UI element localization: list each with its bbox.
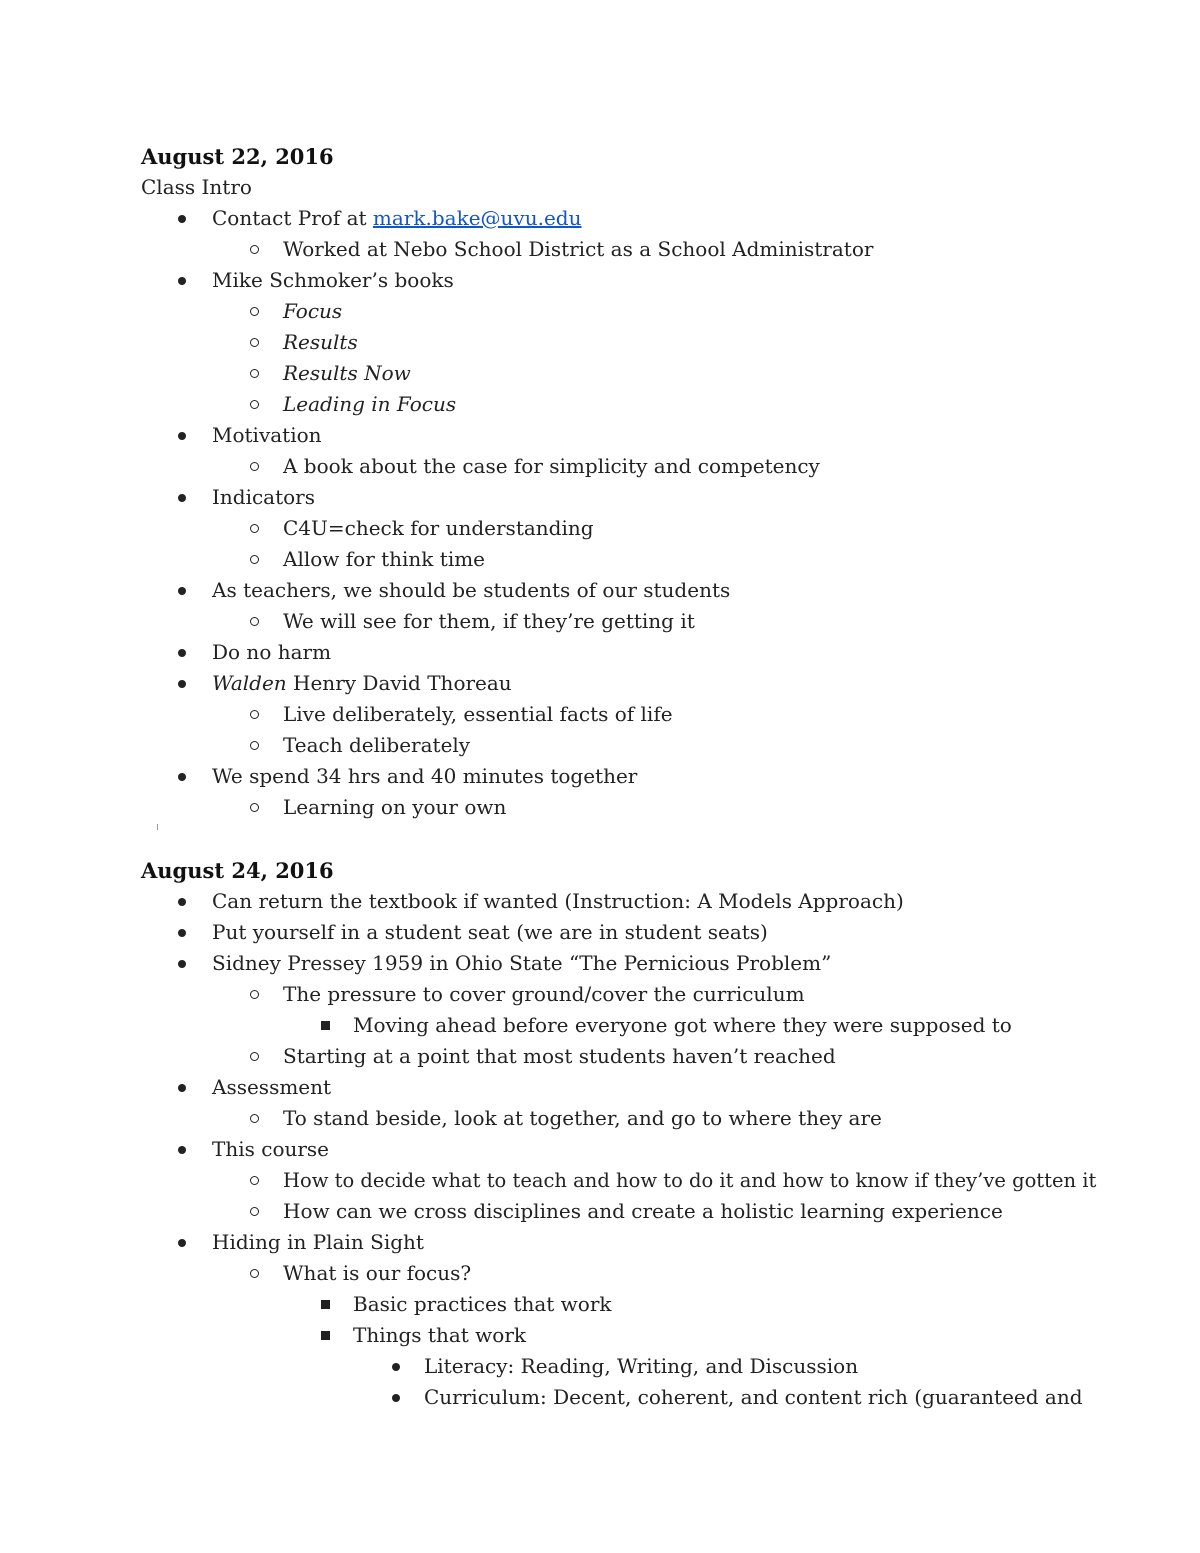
- list-item-text: Basic practices that work: [353, 1292, 612, 1316]
- bullet-icon: [178, 773, 186, 781]
- circle-bullet-icon: [250, 990, 259, 999]
- circle-bullet-icon: [250, 307, 259, 316]
- bullet-icon: [178, 587, 186, 595]
- bullet-icon: [178, 215, 186, 223]
- square-bullet-icon: [321, 1300, 330, 1309]
- list-item-text: Moving ahead before everyone got where they were supposed to: [353, 1013, 1012, 1037]
- list-item-text: Indicators: [212, 485, 316, 509]
- circle-bullet-icon: [250, 245, 259, 254]
- list-item-text: We spend 34 hrs and 40 minutes together: [212, 764, 638, 788]
- circle-bullet-icon: [250, 1114, 259, 1123]
- cursor-mark: [157, 824, 158, 830]
- circle-bullet-icon: [250, 741, 259, 750]
- book-title: Results: [283, 330, 358, 354]
- bullet-icon: [178, 960, 186, 968]
- list-item-text: Teach deliberately: [283, 733, 471, 757]
- list-item-text: Can return the textbook if wanted (Instruction: A Models Approach): [212, 889, 904, 913]
- date-text: August 22, 2016: [141, 144, 334, 169]
- list-item-text: Worked at Nebo School District as a School Administrator: [283, 237, 874, 261]
- book-title: Results Now: [283, 361, 411, 385]
- circle-bullet-icon: [250, 369, 259, 378]
- list-item-text: This course: [212, 1137, 330, 1161]
- list-item-text: How can we cross disciplines and create a holistic learning experience: [283, 1199, 1003, 1223]
- contact-prefix: Contact Prof at: [212, 206, 373, 230]
- email-link[interactable]: mark.bake@uvu.edu: [372, 206, 582, 230]
- list-item-text: What is our focus?: [283, 1261, 472, 1285]
- circle-bullet-icon: [250, 400, 259, 409]
- bullet-icon: [178, 494, 186, 502]
- circle-bullet-icon: [250, 1269, 259, 1278]
- list-item-text: How to decide what to teach and how to do it and how to know if they’ve gotten it: [283, 1169, 1097, 1192]
- bullet-icon: [178, 1146, 186, 1154]
- list-item-text: Assessment: [212, 1075, 332, 1099]
- list-item-text: Literacy: Reading, Writing, and Discussion: [424, 1354, 859, 1378]
- bullet-icon: [178, 898, 186, 906]
- list-item-text: Sidney Pressey 1959 in Ohio State “The Pernicious Problem”: [212, 951, 832, 975]
- bullet-icon: [178, 432, 186, 440]
- circle-bullet-icon: [250, 524, 259, 533]
- list-item-text: Do no harm: [212, 640, 332, 664]
- list-item-text: Curriculum: Decent, coherent, and content rich (guaranteed and: [424, 1385, 1083, 1409]
- subtitle-text: Class Intro: [141, 175, 252, 199]
- book-title: Focus: [283, 299, 343, 323]
- bullet-icon: [178, 929, 186, 937]
- bullet-icon: [178, 1084, 186, 1092]
- list-item-text: Allow for think time: [283, 547, 486, 571]
- list-item-text: Hiding in Plain Sight: [212, 1230, 424, 1254]
- list-item-text: To stand beside, look at together, and go to where they are: [283, 1106, 882, 1130]
- circle-bullet-icon: [250, 462, 259, 471]
- date-text: August 24, 2016: [141, 858, 334, 883]
- circle-bullet-icon: [250, 338, 259, 347]
- circle-bullet-icon: [250, 617, 259, 626]
- list-item-text: Mike Schmoker’s books: [212, 268, 454, 292]
- bullet-icon: [178, 277, 186, 285]
- circle-bullet-icon: [250, 1176, 259, 1185]
- circle-bullet-icon: [250, 803, 259, 812]
- bullet-icon: [392, 1363, 400, 1371]
- list-item-text: Learning on your own: [283, 795, 507, 819]
- list-item-text: Starting at a point that most students haven’t reached: [283, 1044, 836, 1068]
- walden-author: Henry David Thoreau: [286, 671, 512, 695]
- circle-bullet-icon: [250, 1052, 259, 1061]
- circle-bullet-icon: [250, 1207, 259, 1216]
- square-bullet-icon: [321, 1021, 330, 1030]
- list-item-text: Things that work: [353, 1323, 526, 1347]
- bullet-icon: [178, 1239, 186, 1247]
- list-item-text: Motivation: [212, 423, 322, 447]
- circle-bullet-icon: [250, 555, 259, 564]
- square-bullet-icon: [321, 1331, 330, 1340]
- bullet-icon: [178, 680, 186, 688]
- book-title: Leading in Focus: [283, 392, 457, 416]
- list-item-text: As teachers, we should be students of our students: [212, 578, 731, 602]
- bullet-icon: [392, 1394, 400, 1402]
- bullet-icon: [178, 649, 186, 657]
- circle-bullet-icon: [250, 710, 259, 719]
- list-item-text: A book about the case for simplicity and competency: [283, 454, 820, 478]
- list-item-text: We will see for them, if they’re getting it: [283, 609, 695, 633]
- list-item-text: C4U=check for understanding: [283, 516, 594, 540]
- walden-title: Walden: [212, 671, 287, 695]
- list-item-text: The pressure to cover ground/cover the curriculum: [283, 982, 805, 1006]
- list-item-text: Live deliberately, essential facts of life: [283, 702, 673, 726]
- list-item-text: Put yourself in a student seat (we are in student seats): [212, 920, 768, 944]
